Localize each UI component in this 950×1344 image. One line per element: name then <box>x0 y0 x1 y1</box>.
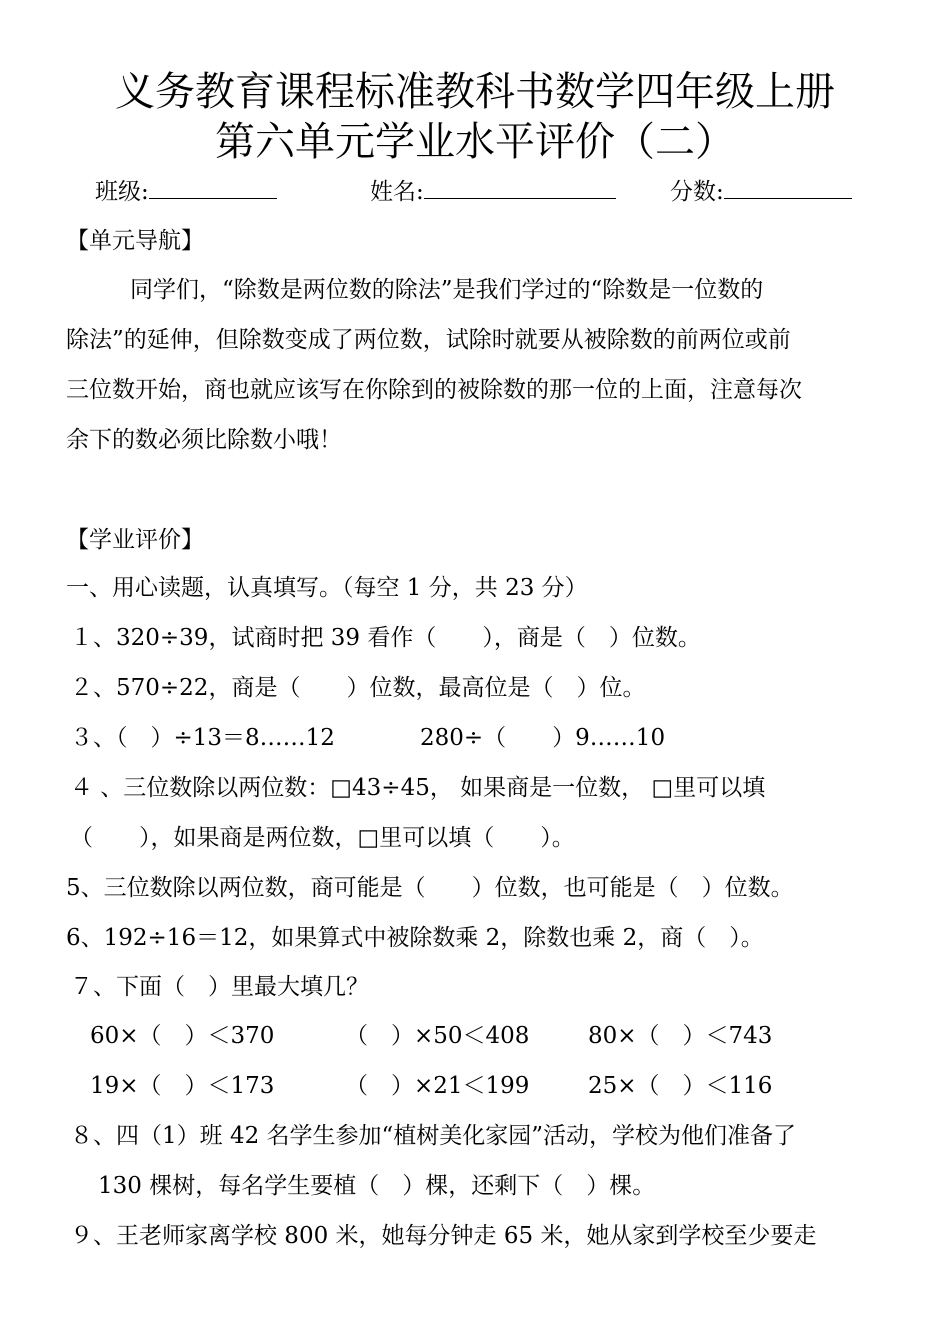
question-5: 5、三位数除以两位数，商可能是（ ）位数，也可能是（ ）位数。 <box>66 875 794 901</box>
score-blank[interactable] <box>724 176 852 199</box>
guide-heading: 【单元导航】 <box>66 228 204 254</box>
question-3b: 280÷（ ）9……10 <box>420 725 666 751</box>
class-blank[interactable] <box>149 176 277 199</box>
score-label: 分数: <box>670 179 724 205</box>
question-7: ７、下面（ ）里最大填几？ <box>70 974 369 1000</box>
name-label: 姓名: <box>370 179 424 205</box>
title-line-2: 第六单元学业水平评价（二） <box>215 119 735 165</box>
question-8-line-1: ８、四（1）班 42 名学生参加“植树美化家园”活动，学校为他们准备了 <box>70 1123 797 1149</box>
guide-line-4: 余下的数必须比除数小哦！ <box>66 427 342 453</box>
score-field <box>670 176 852 207</box>
question-1: １、320÷39，试商时把 39 看作（ ），商是（ ）位数。 <box>70 625 701 651</box>
title-line-1: 义务教育课程标准教科书数学四年级上册 <box>115 69 835 115</box>
q7-row2-col1: 19×（ ）＜173 <box>90 1073 275 1099</box>
q7-row1-col1: 60×（ ）＜370 <box>90 1023 275 1049</box>
question-8-line-2: 130 棵树，每名学生要植（ ）棵，还剩下（ ）棵。 <box>98 1173 656 1199</box>
question-4-line-2: （ ），如果商是两位数，□里可以填（ ）。 <box>70 825 575 851</box>
name-field <box>370 176 616 207</box>
q7-row1-col2: （ ）×50＜408 <box>345 1023 530 1049</box>
evaluation-heading: 【学业评价】 <box>66 527 204 553</box>
question-3a: ３、（ ）÷13＝8……12 <box>70 725 335 751</box>
question-2: ２、570÷22，商是（ ）位数，最高位是（ ）位。 <box>70 675 646 701</box>
guide-line-2: 除法”的延伸，但除数变成了两位数，试除时就要从被除数的前两位或前 <box>66 327 791 353</box>
q7-row1-col3: 80×（ ）＜743 <box>588 1023 773 1049</box>
class-label: 班级: <box>95 179 149 205</box>
guide-line-3: 三位数开始，商也就应该写在你除到的被除数的那一位的上面，注意每次 <box>66 377 802 403</box>
q7-row2-col3: 25×（ ）＜116 <box>588 1073 773 1099</box>
class-field <box>95 176 277 207</box>
q7-row2-col2: （ ）×21＜199 <box>345 1073 530 1099</box>
name-blank[interactable] <box>424 176 616 199</box>
guide-line-1: 同学们，“除数是两位数的除法”是我们学过的“除数是一位数的 <box>130 277 764 303</box>
question-9-line-1: ９、王老师家离学校 800 米，她每分钟走 65 米，她从家到学校至少要走 <box>70 1223 817 1249</box>
question-4-line-1: ４ 、三位数除以两位数：□43÷45， 如果商是一位数， □里可以填 <box>70 775 766 801</box>
section-1-heading: 一、用心读题，认真填写。（每空 1 分，共 23 分） <box>66 575 588 601</box>
question-6: 6、192÷16＝12，如果算式中被除数乘 2，除数也乘 2，商（ ）。 <box>66 925 764 951</box>
